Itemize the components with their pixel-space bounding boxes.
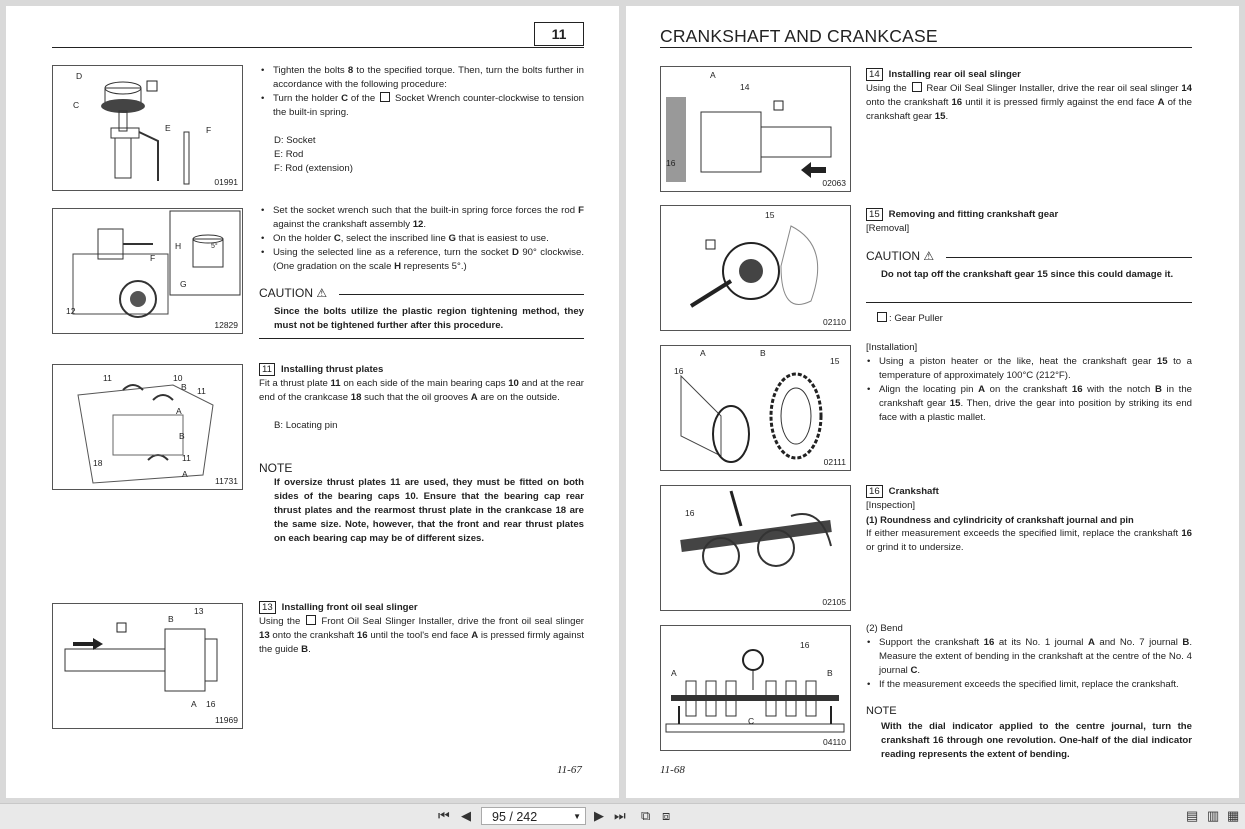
tool-icon (877, 312, 887, 322)
fig-label: 11 (197, 386, 206, 396)
next-page-icon[interactable]: ▶ (594, 808, 604, 823)
forward-view-icon[interactable]: ⧈ (662, 808, 671, 823)
figure-code: 02063 (822, 178, 846, 188)
section-heading: 14 Installing rear oil seal slinger (866, 68, 1192, 82)
caution-body: Do not tap off the crankshaft gear 15 since this could damage it. (881, 269, 1174, 280)
section-11 (259, 363, 584, 433)
viewer-toolbar (0, 803, 1245, 829)
note-body: If oversize thrust plates 11 are used, they must be fitted on both sides of the bearing caps 10. Ensure that the bearing cap rear thrust plates and the rearmost thrust plate in the crankcase 18 are the same size. Note, however, that the front and rear thrust plates on each bearing cap may be of different sizes. (274, 477, 584, 544)
caution-body: Since the bolts utilize the plastic region tightening method, they must not be tightened further after this procedure. (274, 306, 584, 331)
legend-b: B: Locating pin (274, 420, 338, 431)
caution-end-rule (259, 338, 584, 339)
right-page (626, 6, 1239, 798)
socket-instructions (260, 64, 584, 176)
figure-code: 11969 (214, 715, 238, 725)
figure-code: 04110 (822, 737, 846, 747)
fig-label: A (176, 406, 182, 416)
single-page-view-icon[interactable]: ▤ (1186, 808, 1199, 823)
previous-page-icon[interactable]: ◀ (461, 808, 471, 823)
fig-label: B (760, 348, 766, 358)
fig-label: 11 (103, 373, 112, 383)
section-14 (866, 68, 1192, 124)
figure-thrust-plates (52, 364, 243, 490)
figure-socket-wrench (52, 65, 243, 191)
fig-label: B (827, 668, 833, 678)
bullet-1: • Support the crankshaft 16 at its No. 1 journal A and No. 7 journal B. Measure the extent of bending in the crankshaft at the centre of the No. 4 journal C. (866, 636, 1192, 678)
fig-label: 15 (830, 356, 840, 366)
figure-code: 02111 (823, 457, 846, 467)
legend-d: D: Socket (274, 135, 316, 146)
figure-code: 01991 (214, 177, 238, 187)
legend-f: F: Rod (extension) (274, 163, 353, 174)
fig-label: 16 (666, 158, 676, 168)
first-page-icon[interactable]: ⏮ (438, 808, 450, 823)
warning-icon: ⚠ (923, 249, 935, 263)
tool-icon (306, 615, 316, 625)
figure-crankshaft-gear (660, 345, 851, 471)
fig-label: 16 (800, 640, 810, 650)
fig-label: 14 (740, 82, 750, 92)
figure-code: 02105 (822, 597, 846, 607)
caution-end-rule (866, 302, 1192, 303)
page-select[interactable] (481, 807, 586, 825)
crankshaft-gear-illustration (661, 346, 850, 470)
tightening-instructions (260, 204, 584, 274)
last-page-icon[interactable]: ⏭ (614, 808, 626, 823)
section-13 (259, 601, 584, 657)
legend-e: E: Rod (274, 149, 304, 160)
figure-front-seal-installer (52, 603, 243, 729)
caution-rule (946, 257, 1192, 258)
fig-label: F (150, 253, 156, 263)
installation-instructions (866, 341, 1192, 425)
bullet-1: • Using a piston heater or the like, heat the crankshaft gear 15 to a temperature of approximately 100°C (212°F). (866, 355, 1192, 383)
two-page-view-icon[interactable]: ▦ (1227, 808, 1240, 823)
section-body: Using the Rear Oil Seal Slinger Installer, drive the rear oil seal slinger 14 onto the crankshaft 16 until it is pressed firmly against the end face A of the crankshaft gear 15. (866, 83, 1193, 122)
subheading-2: (2) Bend (866, 623, 903, 634)
fig-label: 5° (211, 243, 218, 250)
figure-code: 12829 (214, 320, 238, 330)
section-body: Using the Front Oil Seal Slinger Installer, drive the front oil seal slinger 13 onto the crankshaft 16 until the tool's end face A is pressed firmly against the guide B. (259, 616, 584, 655)
fig-label: G (180, 279, 187, 289)
caution-label: CAUTION ⚠ (259, 286, 328, 300)
fig-label: C (73, 100, 80, 110)
section-15 (866, 208, 1192, 236)
caution-rule (339, 294, 584, 295)
bullet-2: • On the holder C, select the inscribed line G that is easiest to use. (260, 232, 584, 246)
section-16 (866, 485, 1192, 555)
fig-label: 18 (93, 458, 103, 468)
note-label: NOTE (259, 461, 293, 475)
bullet-3: • Using the selected line as a reference, turn the socket D 90° clockwise. (One gradation on the scale H represents 5°.) (260, 246, 584, 274)
crankshaft-inspection-illustration (661, 486, 850, 610)
header-rule (52, 47, 584, 48)
gear-puller-illustration (661, 206, 850, 330)
socket-wrench-illustration (53, 66, 242, 190)
fig-label: E (165, 123, 171, 133)
header-rule (660, 47, 1192, 48)
section-heading: 11 Installing thrust plates (259, 363, 584, 377)
warning-icon: ⚠ (316, 286, 328, 300)
fig-label: B (181, 382, 187, 392)
inspection-label: [Inspection] (866, 500, 916, 511)
fig-label: H (175, 241, 182, 251)
fig-label: A (182, 469, 188, 479)
bullet-2: • Turn the holder C of the Socket Wrench counter-clockwise to tension the built-in spring. (260, 92, 584, 120)
section-heading: 15 Removing and fitting crankshaft gear (866, 208, 1192, 222)
figure-code: 11731 (214, 476, 238, 486)
fig-label: A (700, 348, 706, 358)
section-heading: 13 Installing front oil seal slinger (259, 601, 584, 615)
fig-label: 12 (66, 306, 76, 316)
fig-label: 10 (173, 373, 183, 383)
fig-label: C (748, 716, 755, 726)
bullet-2: • Align the locating pin A on the crankshaft 16 with the notch B in the crankshaft gear 15. Then, drive the gear into position by striking its end face with a plastic mallet. (866, 383, 1192, 425)
figure-crankshaft-assembly (52, 208, 243, 334)
fig-label: 16 (206, 699, 216, 709)
fig-label: 16 (685, 508, 695, 518)
fig-label: A (671, 668, 677, 678)
front-seal-installer-illustration (53, 604, 242, 728)
thrust-plates-illustration (53, 365, 242, 489)
rear-seal-installer-illustration (661, 67, 850, 191)
fig-label: B (179, 431, 185, 441)
page-footer: 11-67 (557, 764, 582, 776)
fig-label: A (710, 70, 716, 80)
page-title: CRANKSHAFT AND CRANKCASE (660, 26, 938, 46)
subheading-1: (1) Roundness and cylindricity of crankshaft journal and pin (866, 514, 1134, 525)
chapter-number-box: 11 (534, 22, 584, 46)
back-view-icon[interactable]: ⧉ (641, 808, 651, 823)
bend-section (866, 622, 1192, 692)
continuous-view-icon[interactable]: ▥ (1207, 808, 1220, 823)
tool-icon (380, 92, 390, 102)
figure-rear-seal-installer (660, 66, 851, 192)
caution-label: CAUTION ⚠ (866, 249, 935, 263)
figure-crankshaft-bend (660, 625, 851, 751)
fig-label: B (168, 614, 174, 624)
fig-label: 15 (765, 210, 775, 220)
fig-label: D (76, 71, 83, 81)
crankshaft-assembly-illustration (53, 209, 242, 333)
note-body: With the dial indicator applied to the centre journal, turn the crankshaft 16 through one revolution. One-half of the dial indicator reading represents the extent of bending. (881, 721, 1192, 760)
installation-label: [Installation] (866, 342, 918, 353)
fig-label: 13 (194, 606, 204, 616)
fig-label: F (206, 125, 212, 135)
note-label: NOTE (866, 705, 897, 717)
fig-label: A (191, 699, 197, 709)
chevron-down-icon: ▼ (573, 812, 581, 821)
bullet-2: • If the measurement exceeds the specified limit, replace the crankshaft. (866, 678, 1192, 692)
left-page (6, 6, 619, 798)
subheading-1-body: If either measurement exceeds the specified limit, replace the crankshaft 16 or grind it to undersize. (866, 528, 1192, 553)
page-select-value: 95 / 242 (492, 810, 538, 824)
figure-crankshaft-inspection (660, 485, 851, 611)
section-body: Fit a thrust plate 11 on each side of the main bearing caps 10 and at the rear end of the crankcase 18 such that the oil grooves A are on the outside. (259, 378, 584, 403)
page-footer: 11-68 (660, 764, 685, 776)
bullet-1: • Tighten the bolts 8 to the specified torque. Then, turn the bolts further in accordance with the following procedure: (260, 64, 584, 92)
section-heading: 16 Crankshaft (866, 485, 1192, 499)
crankshaft-bend-illustration (661, 626, 850, 750)
figure-code: 02110 (822, 317, 846, 327)
fig-label: 16 (674, 366, 684, 376)
tool-legend: : Gear Puller (877, 312, 1077, 326)
figure-gear-puller (660, 205, 851, 331)
fig-label: 11 (182, 453, 191, 463)
removal-label: [Removal] (866, 223, 910, 234)
bullet-1: • Set the socket wrench such that the built-in spring force forces the rod F against the crankshaft assembly 12. (260, 204, 584, 232)
tool-icon (912, 82, 922, 92)
